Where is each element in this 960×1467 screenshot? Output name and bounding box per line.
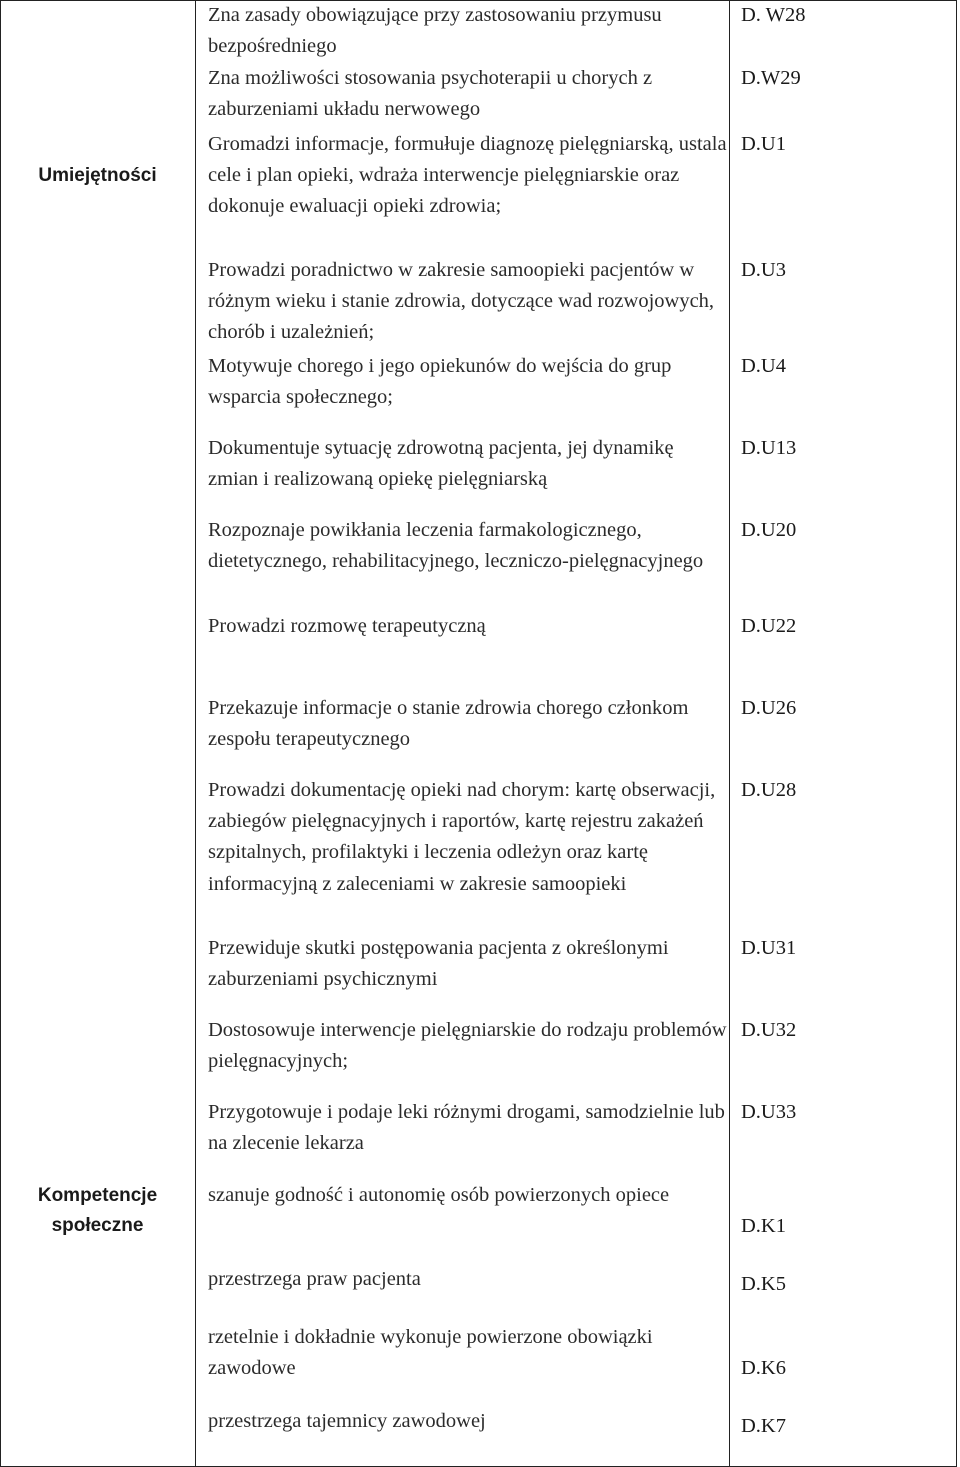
row-code: D.U32 (741, 1019, 797, 1041)
row-description: Motywuje chorego i jego opiekunów do wejścia do grup wsparcia społecznego; (208, 355, 672, 409)
row-description: Prowadzi poradnictwo w zakresie samoopieki pacjentów w różnym wieku i stanie zdrowia, dotyczące wad rozwojowych, chorób i uzależnień; (208, 259, 715, 344)
row-code: D.U28 (741, 779, 797, 801)
row-description: Rozpoznaje powikłania leczenia farmakologicznego, dietetycznego, rehabilitacyjnego, leczniczo-pielęgnacyjnego (208, 519, 704, 573)
row-code: D.U31 (741, 937, 797, 959)
row-description: Przygotowuje i podaje leki różnymi drogami, samodzielnie lub na zlecenie lekarza (208, 1101, 725, 1155)
row-description: Zna zasady obowiązujące przy zastosowaniu przymusu bezpośredniego (208, 4, 662, 58)
row-description: Zna możliwości stosowania psychoterapii u chorych z zaburzeniami układu nerwowego (208, 67, 653, 121)
row-code: D.K1 (741, 1215, 786, 1237)
category-social-line1: Kompetencje (37, 1185, 158, 1206)
row-code: D.U22 (741, 615, 797, 637)
table-column-divider (729, 0, 730, 1467)
row-code: D.U13 (741, 437, 797, 459)
row-description: szanuje godność i autonomię osób powierzonych opiece (208, 1184, 670, 1206)
row-description: Przekazuje informacje o stanie zdrowia chorego członkom zespołu terapeutycznego (208, 697, 689, 751)
row-code: D.U1 (741, 133, 786, 155)
row-code: D.W29 (741, 67, 801, 89)
row-code: D.K5 (741, 1273, 786, 1295)
row-description: Dokumentuje sytuację zdrowotną pacjenta, jej dynamikę zmian i realizowaną opiekę pielęgniarską (208, 437, 674, 491)
row-code: D.U33 (741, 1101, 797, 1123)
row-description: rzetelnie i dokładnie wykonuje powierzone obowiązki zawodowe (208, 1326, 653, 1380)
row-code: D.U4 (741, 355, 786, 377)
category-social-line2: społeczne (51, 1215, 144, 1236)
table-column-divider (195, 0, 196, 1467)
row-code: D.U20 (741, 519, 797, 541)
table-border-left (0, 0, 1, 1467)
row-description: przestrzega praw pacjenta (208, 1268, 421, 1290)
row-description: Dostosowuje interwencje pielęgniarskie do rodzaju problemów pielęgnacyjnych; (208, 1019, 727, 1073)
row-code: D.U26 (741, 697, 797, 719)
row-code: D. W28 (741, 4, 806, 26)
row-code: D.K7 (741, 1415, 786, 1437)
row-code: D.U3 (741, 259, 786, 281)
category-skills: Umiejętności (38, 165, 157, 186)
row-description: przestrzega tajemnicy zawodowej (208, 1410, 486, 1432)
row-description: Prowadzi dokumentację opieki nad chorym: kartę obserwacji, zabiegów pielęgnacyjnych i raportów, kartę rejestru zakażeń szpitalnych, profilaktyki i leczenia odleżyn oraz kartę informacyjną z zaleceniami w zakresie samoopieki (208, 779, 716, 895)
row-description: Prowadzi rozmowę terapeutyczną (208, 615, 486, 637)
row-code: D.K6 (741, 1357, 786, 1379)
row-description: Gromadzi informacje, formułuje diagnozę pielęgniarską, ustala cele i plan opieki, wdraża interwencje pielęgniarskie oraz dokonuje ewaluacji opieki zdrowia; (208, 133, 727, 218)
row-description: Przewiduje skutki postępowania pacjenta z określonymi zaburzeniami psychicznymi (208, 937, 669, 991)
table-border-right (956, 0, 957, 1467)
